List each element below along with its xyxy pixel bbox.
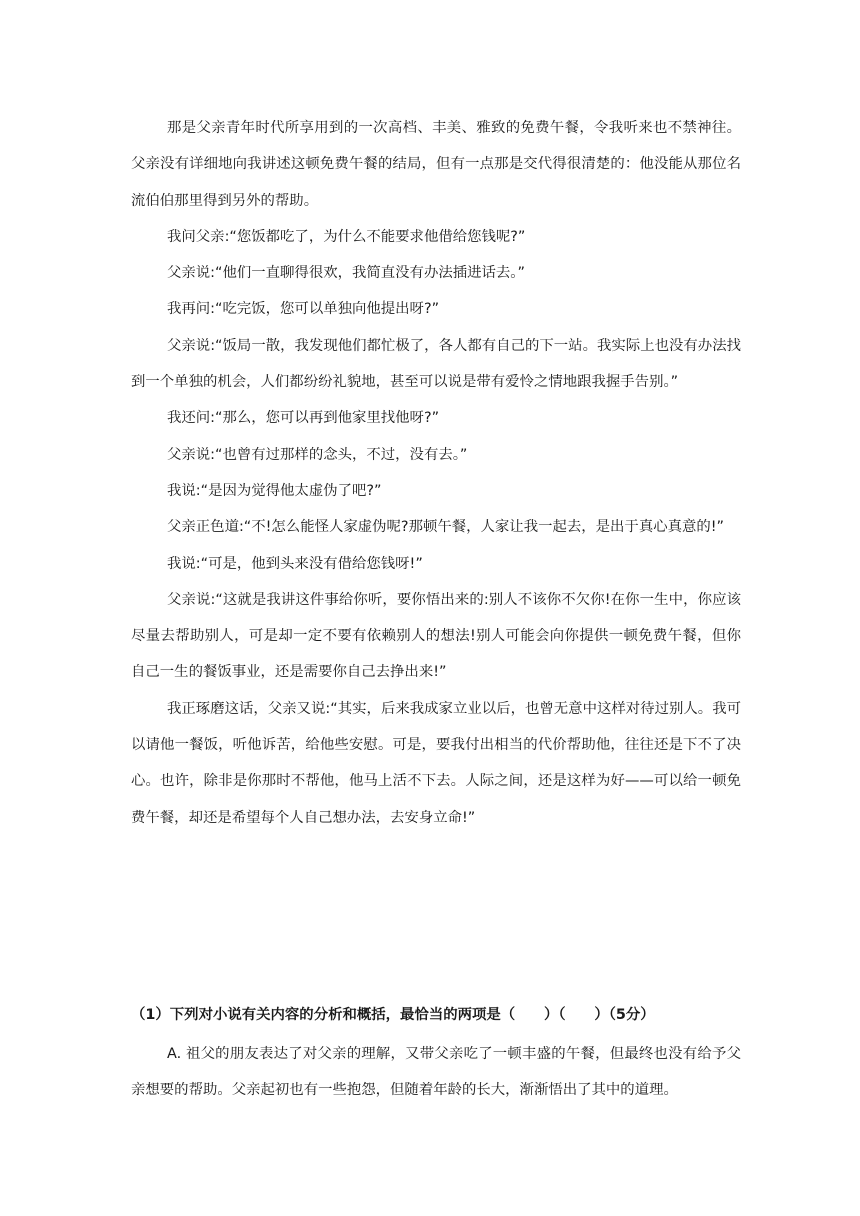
question-title: （1）下列对小说有关内容的分析和概括，最恰当的两项是（ ）（ ）（5分） bbox=[131, 1007, 655, 1023]
paragraph: 父亲说:“他们一直聊得很欢，我简直没有办法插进话去。” bbox=[167, 265, 525, 282]
question-block bbox=[131, 1000, 741, 1109]
paragraph: 父亲说:“这就是我讲这件事给你听，要你悟出来的:别人不该你不欠你!在你一生中，你应该尽量去帮助别人，可是却一定不要有依赖别人的想法!别人可能会向你提供一顿免费午餐，但你自己一生的餐饭事业，还是需要你自己去挣出来!” bbox=[131, 591, 741, 681]
paragraph: 我说:“可是，他到头来没有借给您钱呀!” bbox=[167, 555, 423, 572]
paragraph: 我问父亲:“您饭都吃了，为什么不能要求他借给您钱呢?” bbox=[167, 228, 526, 245]
paragraph: 我还问:“那么，您可以再到他家里找他呀?” bbox=[167, 410, 440, 427]
paragraph: 父亲说:“也曾有过那样的念头，不过，没有去。” bbox=[167, 446, 468, 463]
passage-body bbox=[131, 110, 741, 836]
paragraph: 父亲说:“饭局一散，我发现他们都忙极了，各人都有自己的下一站。我实际上也没有办法找到一个单独的机会，人们都纷纷礼貌地，甚至可以说是带有爱怜之情地跟我握手告别。” bbox=[131, 337, 741, 391]
paragraph: 我正琢磨这话，父亲又说:“其实，后来我成家立业以后，也曾无意中这样对待过别人。我可以请他一餐饭，听他诉苦，给他些安慰。可是，要我付出相当的代价帮助他，往往还是下不了决心。也许，除非是你那时不帮他，他马上活不下去。人际之间，还是这样为好——可以给一顿免费午餐，却还是希望每个人自己想办法，去安身立命!” bbox=[131, 700, 741, 826]
paragraph: 我说:“是因为觉得他太虚伪了吧?” bbox=[167, 482, 382, 499]
option-a: A. 祖父的朋友表达了对父亲的理解，又带父亲吃了一顿丰盛的午餐，但最终也没有给予父亲想要的帮助。父亲起初也有一些抱怨，但随着年龄的长大，渐渐悟出了其中的道理。 bbox=[131, 1046, 741, 1099]
paragraph: 我再问:“吃完饭，您可以单独向他提出呀?” bbox=[167, 301, 440, 318]
paragraph: 那是父亲青年时代所享用到的一次高档、丰美、雅致的免费午餐，令我听来也不禁神往。父亲没有详细地向我讲述这顿免费午餐的结局，但有一点那是交代得很清楚的：他没能从那位名流伯伯那里得到另外的帮助。 bbox=[131, 120, 741, 209]
paragraph: 父亲正色道:“不!怎么能怪人家虚伪呢?那顿午餐，人家让我一起去，是出于真心真意的!” bbox=[167, 519, 725, 536]
